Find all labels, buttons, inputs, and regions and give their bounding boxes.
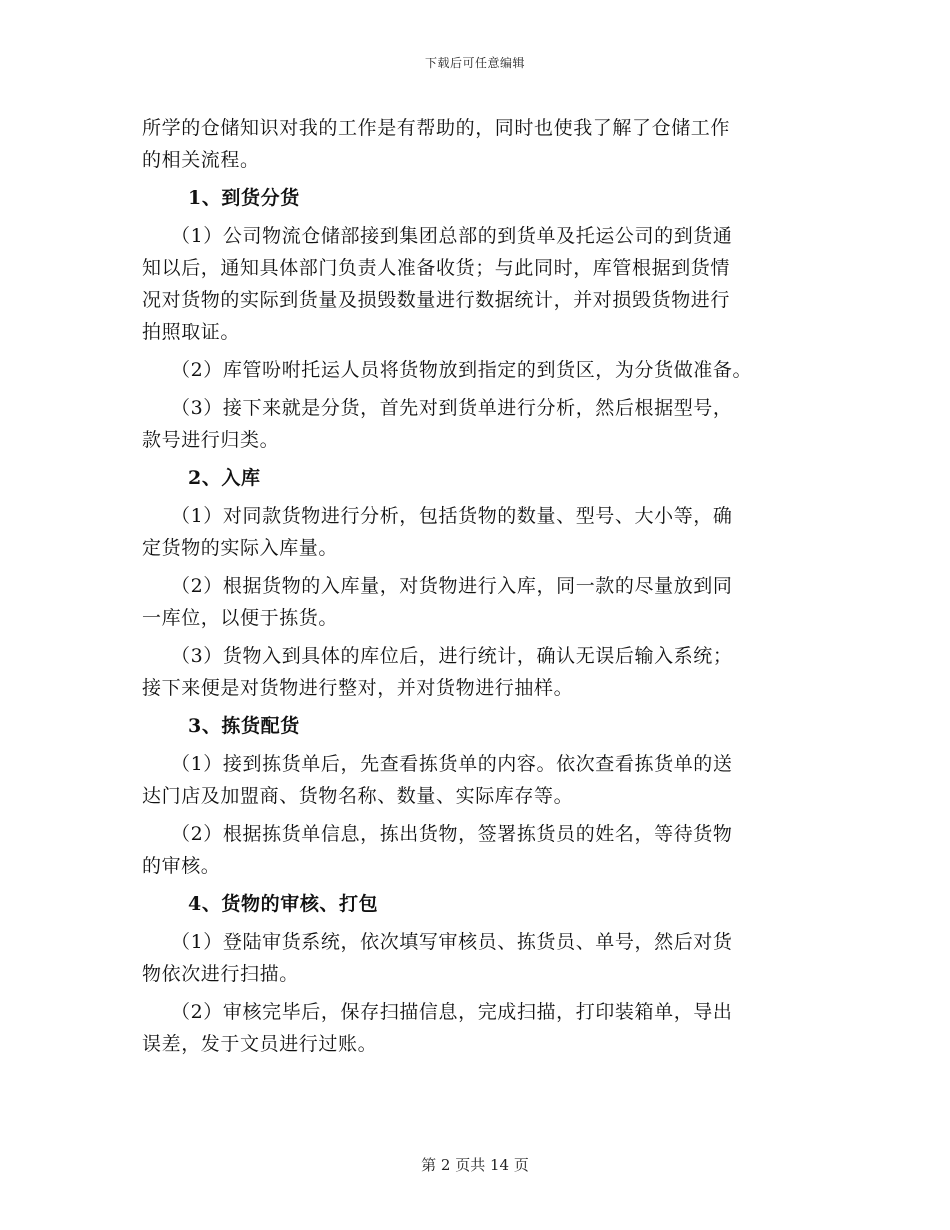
- paragraph-line: 定货物的实际入库量。: [142, 537, 339, 559]
- paragraph-line: （2）库管吩咐托运人员将货物放到指定的到货区，为分货做准备。: [171, 359, 753, 381]
- paragraph-line: （1）公司物流仓储部接到集团总部的到货单及托运公司的到货通: [171, 225, 733, 247]
- paragraph: [142, 392, 822, 456]
- page-header: 下载后可任意编辑: [424, 56, 525, 70]
- section-heading: 4、货物的审核、打包: [188, 893, 379, 915]
- paragraph-line: （1）接到拣货单后，先查看拣货单的内容。依次查看拣货单的送: [171, 753, 733, 775]
- paragraph-line: 况对货物的实际到货量及损毁数量进行数据统计，并对损毁货物进行: [142, 289, 731, 311]
- paragraph-line: （3）接下来就是分货，首先对到货单进行分析，然后根据型号，: [171, 397, 733, 419]
- paragraph: [142, 500, 822, 564]
- paragraph: [142, 640, 822, 704]
- paragraph: [142, 570, 822, 634]
- paragraph-line: 拍照取证。: [142, 321, 241, 343]
- paragraph-line: 款号进行归类。: [142, 429, 280, 451]
- paragraph: [142, 112, 822, 176]
- paragraph-line: （2）根据货物的入库量，对货物进行入库，同一款的尽量放到同: [171, 575, 733, 597]
- paragraph: [142, 748, 822, 812]
- page-footer: 第 2 页共 14 页: [421, 1156, 529, 1174]
- section-heading: 3、拣货配货: [188, 715, 300, 737]
- paragraph-line: 一库位，以便于拣货。: [142, 607, 339, 629]
- paragraph-line: 物依次进行扫描。: [142, 963, 299, 985]
- paragraph-line: （2）根据拣货单信息，拣出货物，签署拣货员的姓名，等待货物: [171, 823, 733, 845]
- paragraph-line: （1）登陆审货系统，依次填写审核员、拣货员、单号，然后对货: [171, 931, 733, 953]
- paragraph-line: 达门店及加盟商、货物名称、数量、实际库存等。: [142, 785, 574, 807]
- section-heading: 1、到货分货: [188, 187, 300, 209]
- paragraph-line: 误差，发于文员进行过账。: [142, 1033, 378, 1055]
- paragraph: [142, 996, 822, 1060]
- paragraph-line: （1）对同款货物进行分析，包括货物的数量、型号、大小等，确: [171, 505, 733, 527]
- paragraph: [142, 354, 822, 386]
- paragraph-line: 的相关流程。: [142, 149, 260, 171]
- document-body: [142, 112, 822, 1066]
- paragraph-line: （3）货物入到具体的库位后，进行统计，确认无误后输入系统；: [171, 645, 733, 667]
- paragraph-line: 的审核。: [142, 855, 221, 877]
- paragraph-line: 所学的仓储知识对我的工作是有帮助的，同时也使我了解了仓储工作: [142, 117, 731, 139]
- paragraph-line: 知以后，通知具体部门负责人准备收货；与此同时，库管根据到货情: [142, 257, 731, 279]
- paragraph-line: （2）审核完毕后，保存扫描信息，完成扫描，打印装箱单，导出: [171, 1001, 733, 1023]
- paragraph: [142, 220, 822, 348]
- paragraph: [142, 818, 822, 882]
- section-heading: 2、入库: [188, 467, 261, 489]
- paragraph-line: 接下来便是对货物进行整对，并对货物进行抽样。: [142, 677, 574, 699]
- paragraph: [142, 926, 822, 990]
